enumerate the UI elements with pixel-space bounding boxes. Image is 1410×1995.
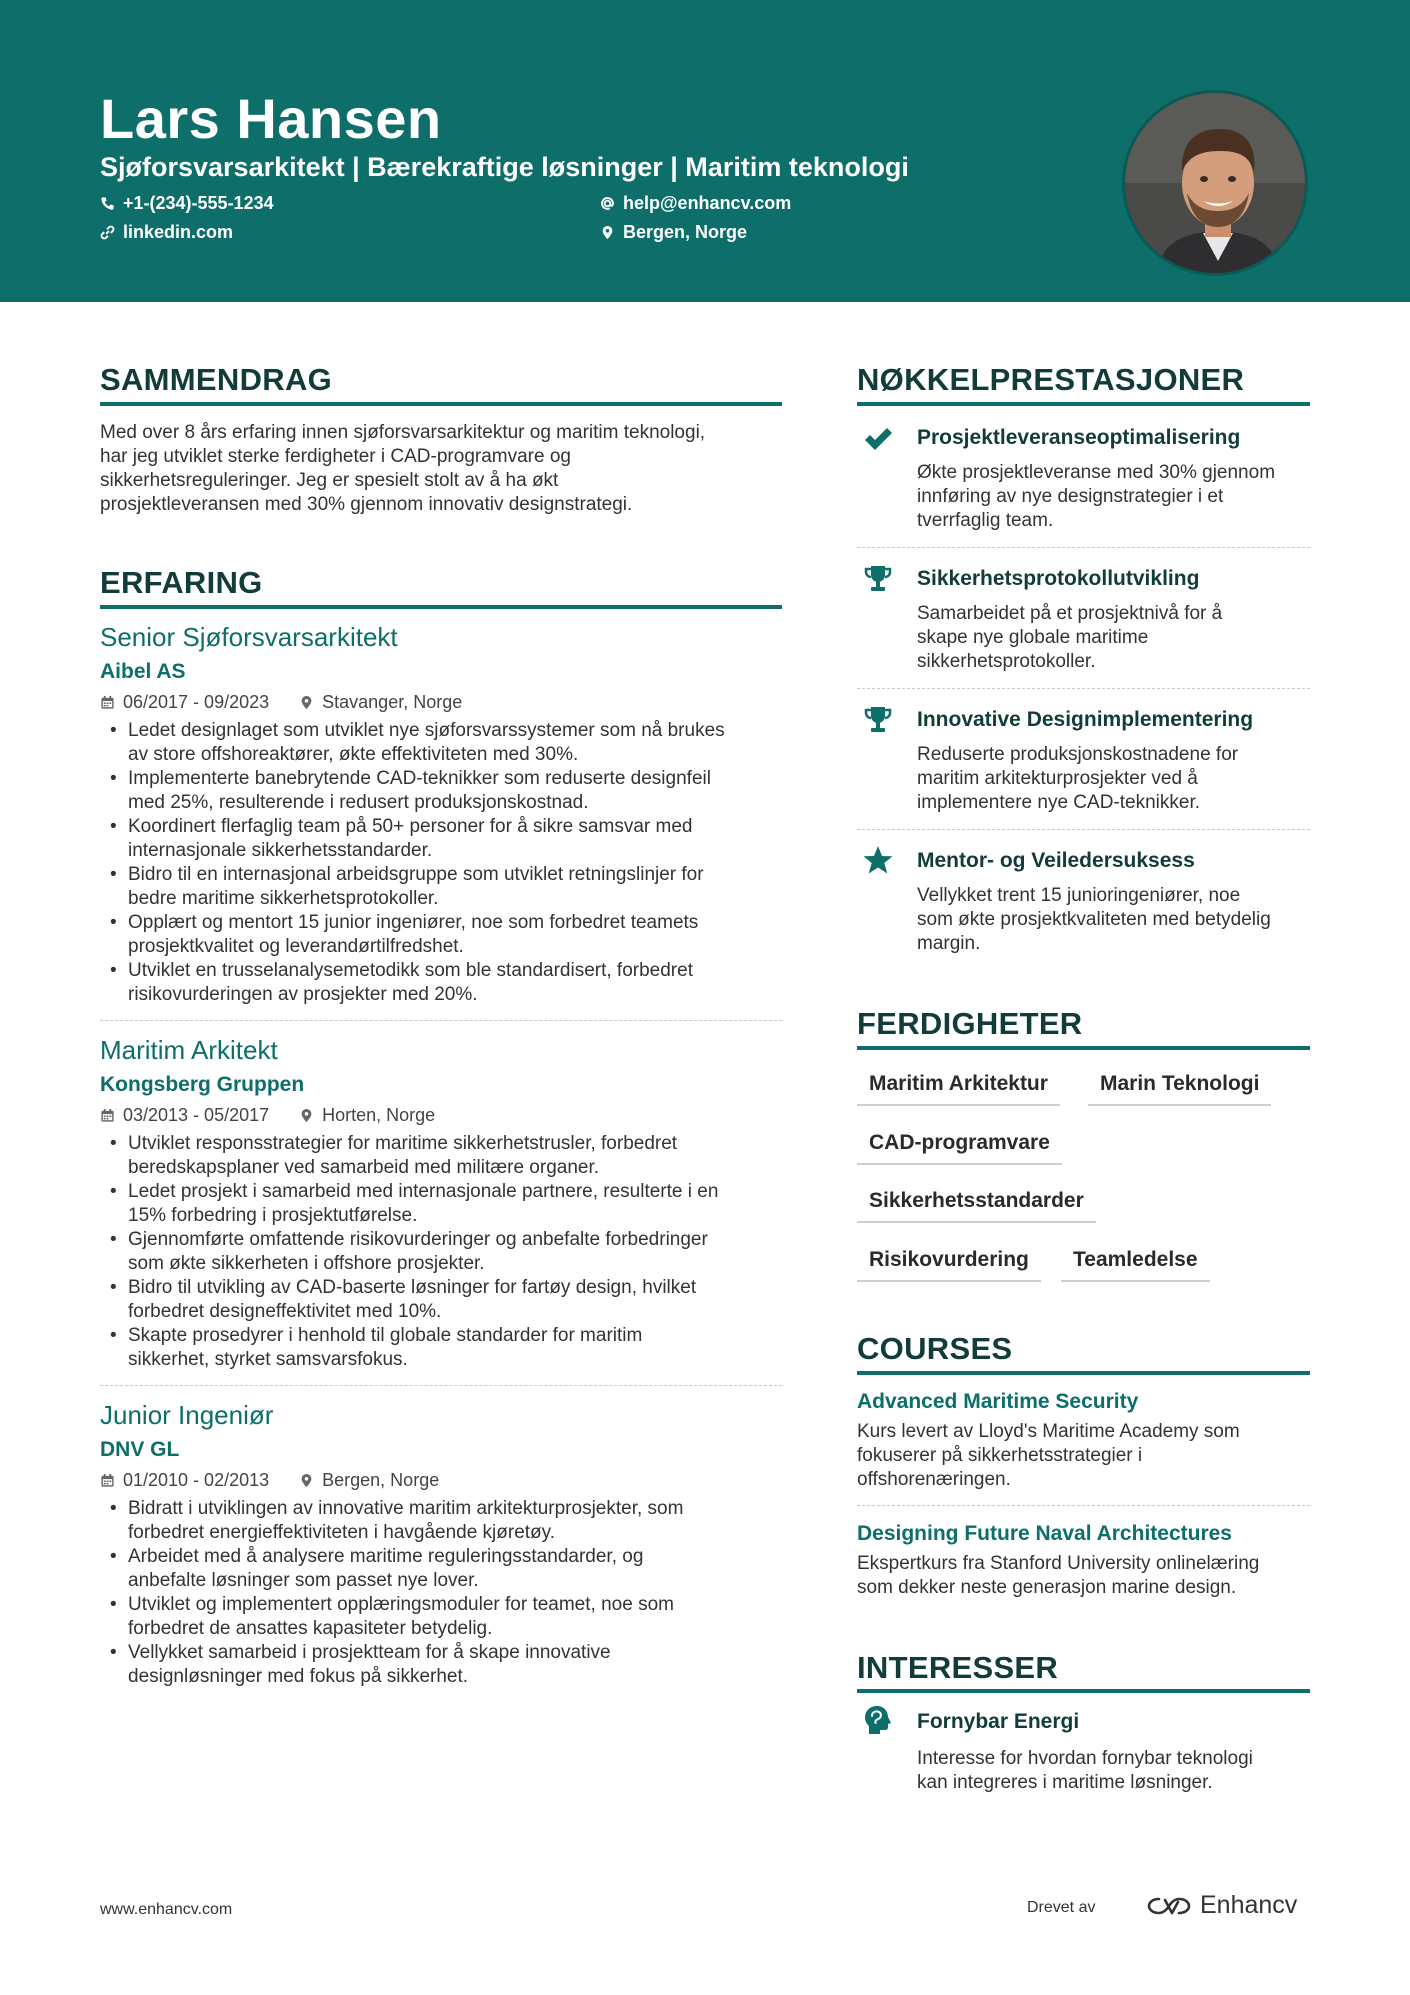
list-item: • Arbeidet med å analysere maritime reguleringsstandarder, og anbefalte løsninger som passet nye lover.	[100, 1545, 790, 1593]
courses-heading: COURSES	[857, 1331, 1013, 1366]
list-item: • Bidro til utvikling av CAD-baserte løsninger for fartøy design, hvilket forbedret designeffektivitet med 10%.	[100, 1276, 790, 1324]
job-title: Maritim Arkitekt	[100, 1035, 278, 1065]
job-bullets	[100, 1132, 790, 1372]
course-title: Advanced Maritime Security	[857, 1390, 1139, 1413]
location-pin-icon	[299, 1473, 314, 1488]
email-text: help@enhancv.com	[623, 193, 792, 213]
summary-divider	[100, 402, 782, 406]
enhancv-logo-icon	[1146, 1894, 1192, 1918]
achievements-heading: NØKKELPRESTASJONER	[857, 362, 1245, 397]
candidate-name: Lars Hansen	[100, 87, 442, 150]
skill-tag: Risikovurdering	[857, 1248, 1041, 1282]
skills-heading: FERDIGHETER	[857, 1006, 1083, 1041]
achievement-divider	[857, 829, 1310, 830]
company-name: Kongsberg Gruppen	[100, 1073, 305, 1096]
trophy-icon	[862, 563, 894, 595]
job-bullets	[100, 1497, 790, 1689]
interests-heading: INTERESSER	[857, 1650, 1059, 1685]
job-bullets	[100, 719, 790, 1007]
summary-line: har jeg utviklet sterke ferdigheter i CAD-programvare og	[100, 446, 571, 467]
footer-powered-by: Drevet av	[1027, 1899, 1096, 1916]
achievement-title: Innovative Designimplementering	[917, 708, 1254, 731]
course-divider	[857, 1505, 1310, 1506]
list-item: • Skapte prosedyrer i henhold til globale standarder for maritim sikkerhet, styrket samsvarsfokus.	[100, 1324, 790, 1372]
achievement-divider	[857, 547, 1310, 548]
skill-tag: CAD-programvare	[857, 1131, 1062, 1165]
contact-linkedin[interactable]	[100, 222, 233, 243]
location-pin-icon	[299, 695, 314, 710]
enhancv-logo[interactable]	[1146, 1891, 1297, 1920]
link-icon	[100, 225, 115, 240]
achievement-description: Reduserte produksjonskostnadene for maritim arkitekturprosjekter ved å implementere nye CAD-teknikker.	[917, 744, 1239, 813]
achievement-divider	[857, 688, 1310, 689]
job-title: Junior Ingeniør	[100, 1400, 274, 1430]
list-item: • Utviklet og implementert opplæringsmoduler for teamet, noe som forbedret de ansattes kapasiteter betydelig.	[100, 1593, 790, 1641]
contact-email[interactable]	[600, 193, 791, 214]
job-dates: 06/2017 - 09/2023	[123, 692, 270, 712]
job-meta	[100, 692, 462, 713]
job-location: Horten, Norge	[322, 1105, 436, 1125]
head-icon	[862, 1704, 894, 1736]
list-item: • Implementerte banebrytende CAD-teknikker som reduserte designfeil med 25%, resulterende i redusert produksjonskostnad.	[100, 767, 790, 815]
job-location: Stavanger, Norge	[322, 692, 463, 712]
achievement-description: Økte prosjektleveranse med 30% gjennom innføring av nye designstrategier i et tverrfaglig team.	[917, 462, 1276, 531]
course-title: Designing Future Naval Architectures	[857, 1522, 1232, 1545]
candidate-headline: Sjøforsvarsarkitekt | Bærekraftige løsninger | Maritim teknologi	[100, 152, 909, 182]
resume-header	[0, 0, 1410, 302]
job-divider	[100, 1020, 782, 1021]
enhancv-logo-text: Enhancv	[1200, 1891, 1298, 1919]
list-item: • Utviklet en trusselanalysemetodikk som ble standardisert, forbedret risikovurderingen av prosjekter med 20%.	[100, 959, 790, 1007]
achievement-title: Prosjektleveranseoptimalisering	[917, 426, 1241, 449]
list-item: • Bidro til en internasjonal arbeidsgruppe som utviklet retningslinjer for bedre maritime sikkerhetsprotokoller.	[100, 863, 790, 911]
experience-divider	[100, 605, 782, 609]
linkedin-text: linkedin.com	[123, 222, 234, 242]
summary-text	[100, 421, 800, 517]
job-divider	[100, 1385, 782, 1386]
trophy-icon	[862, 704, 894, 736]
summary-line: prosjektleveransen med 30% gjennom innovativ designstrategi.	[100, 494, 633, 515]
company-name: Aibel AS	[100, 660, 186, 683]
job-dates: 01/2010 - 02/2013	[123, 1470, 270, 1490]
achievement-title: Mentor- og Veiledersuksess	[917, 849, 1195, 872]
summary-line: sikkerhetsreguleringer. Jeg er spesielt stolt av å ha økt	[100, 470, 559, 491]
list-item: • Utviklet responsstrategier for maritime sikkerhetstrusler, forbedret beredskapsplaner ved samarbeid med militære organer.	[100, 1132, 790, 1180]
job-location: Bergen, Norge	[322, 1470, 440, 1490]
location-pin-icon	[299, 1108, 314, 1123]
calendar-icon	[100, 1473, 115, 1488]
job-meta	[100, 1470, 439, 1491]
list-item: • Gjennomførte omfattende risikovurderinger og anbefalte forbedringer som økte sikkerheten i offshore prosjekter.	[100, 1228, 790, 1276]
skill-tag: Marin Teknologi	[1088, 1072, 1271, 1106]
company-name: DNV GL	[100, 1438, 180, 1461]
contact-location	[600, 222, 747, 243]
contact-phone[interactable]	[100, 193, 274, 214]
skill-tag: Teamledelse	[1061, 1248, 1210, 1282]
list-item: • Ledet prosjekt i samarbeid med internasjonale partnere, resulterte i en 15% forbedring i prosjektutførelse.	[100, 1180, 790, 1228]
courses-divider	[857, 1371, 1310, 1375]
location-text: Bergen, Norge	[623, 222, 748, 242]
interest-description: Interesse for hvordan fornybar teknologi kan integreres i maritime løsninger.	[917, 1748, 1253, 1793]
course-description: Kurs levert av Lloyd's Maritime Academy som fokuserer på sikkerhetsstrategier i offshorenæringen.	[857, 1421, 1240, 1490]
profile-photo	[1122, 90, 1308, 276]
summary-line: Med over 8 års erfaring innen sjøforsvarsarkitektur og maritim teknologi,	[100, 422, 706, 443]
location-pin-icon	[600, 225, 615, 240]
job-dates: 03/2013 - 05/2017	[123, 1105, 270, 1125]
interest-title: Fornybar Energi	[917, 1710, 1080, 1733]
job-title: Senior Sjøforsvarsarkitekt	[100, 622, 398, 652]
summary-heading: SAMMENDRAG	[100, 362, 333, 397]
calendar-icon	[100, 695, 115, 710]
course-description: Ekspertkurs fra Stanford University onlinelæring som dekker neste generasjon marine design.	[857, 1553, 1260, 1598]
phone-icon	[100, 196, 115, 211]
checkmark-icon	[862, 424, 894, 456]
calendar-icon	[100, 1108, 115, 1123]
skill-tag: Sikkerhetsstandarder	[857, 1189, 1096, 1223]
job-meta	[100, 1105, 435, 1126]
phone-text: +1-(234)-555-1234	[123, 193, 274, 213]
achievement-title: Sikkerhetsprotokollutvikling	[917, 567, 1200, 590]
list-item: • Bidratt i utviklingen av innovative maritim arkitekturprosjekter, som forbedret energieffektiviteten i havgående kjøretøy.	[100, 1497, 790, 1545]
list-item: • Ledet designlaget som utviklet nye sjøforsvarssystemer som nå brukes av store offshoreaktører, økte effektiviteten med 30%.	[100, 719, 790, 767]
skills-divider	[857, 1046, 1310, 1050]
achievement-description: Samarbeidet på et prosjektnivå for å skape nye globale maritime sikkerhetsprotokoller.	[917, 603, 1223, 672]
footer-website[interactable]: www.enhancv.com	[100, 1901, 233, 1918]
achievements-divider	[857, 402, 1310, 406]
list-item: • Opplært og mentort 15 junior ingeniører, noe som forbedret teamets prosjektkvalitet og leverandørtilfredshet.	[100, 911, 790, 959]
at-icon	[600, 196, 615, 211]
experience-heading: ERFARING	[100, 565, 263, 600]
list-item: • Koordinert flerfaglig team på 50+ personer for å sikre samsvar med internasjonale sikkerhetsstandarder.	[100, 815, 790, 863]
list-item: • Vellykket samarbeid i prosjektteam for å skape innovative designløsninger med fokus på sikkerhet.	[100, 1641, 790, 1689]
skill-tag: Maritim Arkitektur	[857, 1072, 1060, 1106]
star-icon	[862, 844, 894, 876]
achievement-description: Vellykket trent 15 junioringeniører, noe som økte prosjektkvaliteten med betydelig margin.	[917, 885, 1271, 954]
interests-divider	[857, 1689, 1310, 1693]
